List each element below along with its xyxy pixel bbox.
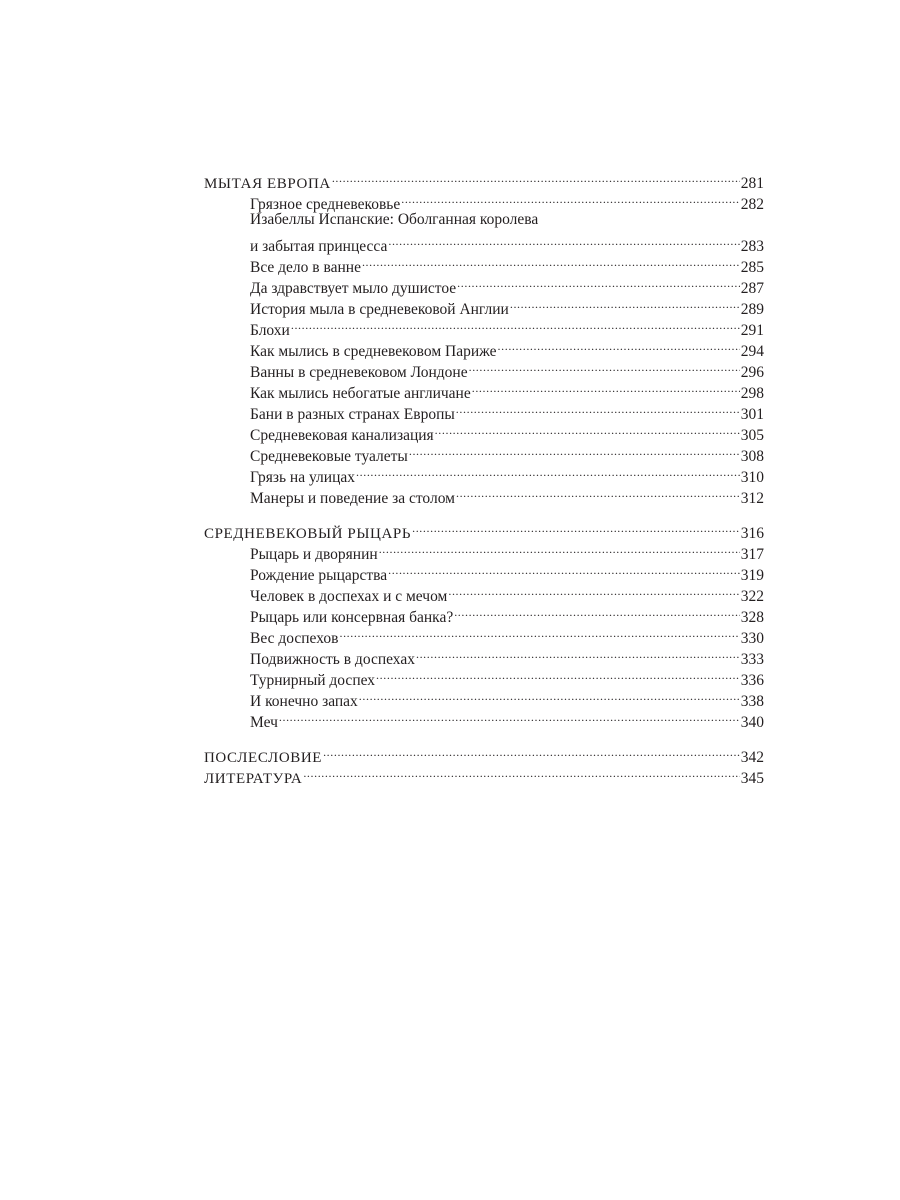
dot-leader [303, 762, 739, 783]
toc-page-number: 345 [740, 770, 764, 787]
toc-page-number: 322 [740, 588, 764, 605]
dot-leader [339, 622, 739, 643]
toc-entry-title: Грязное средневековье [250, 196, 401, 213]
dot-leader [454, 601, 740, 622]
toc-entry-title: Да здравствует мыло душистое [250, 280, 457, 297]
dot-leader [456, 482, 740, 503]
dot-leader [510, 293, 740, 314]
toc-entry-title: и забытая принцесса [250, 238, 388, 255]
toc-page-number: 338 [740, 693, 764, 710]
toc-page-number: 316 [740, 525, 764, 542]
dot-leader [291, 314, 740, 335]
toc-page-number: 340 [740, 714, 764, 731]
toc-entry-title: Все дело в ванне [250, 259, 361, 276]
toc-entry [204, 706, 764, 731]
toc-page-number: 285 [740, 259, 764, 276]
toc-entry-title: ЛИТЕРАТУРА [204, 771, 303, 787]
toc-page-number: 317 [740, 546, 764, 563]
toc-entry-title: История мыла в средневековой Англии [250, 301, 509, 318]
toc-page-number: 282 [740, 196, 764, 213]
table-of-contents [204, 167, 764, 797]
dot-leader [409, 440, 740, 461]
dot-leader [412, 517, 740, 538]
toc-entry-title: Рыцарь и дворянин [250, 546, 378, 563]
toc-entry-title: Как мылись в средневековом Париже [250, 343, 497, 360]
toc-page-number: 283 [740, 238, 764, 255]
dot-leader [448, 580, 739, 601]
toc-entry-title: ПОСЛЕСЛОВИЕ [204, 750, 323, 766]
toc-entry-title: СРЕДНЕВЕКОВЫЙ РЫЦАРЬ [204, 526, 412, 542]
toc-page-number: 336 [740, 672, 764, 689]
toc-page-number: 287 [740, 280, 764, 297]
dot-leader [388, 559, 740, 580]
dot-leader [498, 335, 740, 356]
toc-entry-title: Манеры и поведение за столом [250, 490, 455, 507]
toc-section-clean-europe [204, 167, 764, 507]
dot-leader [356, 461, 740, 482]
toc-entry-title: Блохи [250, 322, 290, 339]
dot-leader [379, 538, 740, 559]
toc-page-number: 301 [740, 406, 764, 423]
toc-entry [204, 741, 764, 766]
dot-leader [401, 188, 740, 209]
dot-leader [472, 377, 740, 398]
toc-section-medieval-knight [204, 517, 764, 731]
toc-entry-title: Рождение рыцарства [250, 567, 388, 584]
toc-entry-title: Турнирный доспех [250, 672, 376, 689]
toc-entry-title: Средневековая канализация [250, 427, 434, 444]
dot-leader [362, 251, 740, 272]
toc-page-number: 312 [740, 490, 764, 507]
dot-leader [279, 706, 740, 727]
dot-leader [435, 419, 740, 440]
dot-leader [469, 356, 740, 377]
toc-entry [204, 517, 764, 542]
toc-entry-title-line1: Изабеллы Испанские: Оболганная королева [250, 211, 539, 228]
toc-section-end [204, 741, 764, 787]
toc-entry-title: МЫТАЯ ЕВРОПА [204, 176, 331, 192]
toc-entry-title: Как мылись небогатые англичане [250, 385, 471, 402]
toc-page-number: 310 [740, 469, 764, 486]
toc-entry-title: Грязь на улицах [250, 469, 356, 486]
toc-page-number: 333 [740, 651, 764, 668]
toc-page-number: 308 [740, 448, 764, 465]
dot-leader [457, 272, 740, 293]
toc-entry [204, 167, 764, 192]
toc-entry-title: Средневековые туалеты [250, 448, 408, 465]
toc-page-number: 298 [740, 385, 764, 402]
toc-page-number: 330 [740, 630, 764, 647]
toc-entry-title: Человек в доспехах и с мечом [250, 588, 448, 605]
dot-leader [332, 167, 740, 188]
toc-entry-title: Рыцарь или консервная банка? [250, 609, 454, 626]
toc-page-number: 328 [740, 609, 764, 626]
toc-entry-title: И конечно запах [250, 693, 358, 710]
dot-leader [359, 685, 740, 706]
toc-entry-title: Бани в разных странах Европы [250, 406, 455, 423]
toc-entry-title: Подвижность в доспехах [250, 651, 415, 668]
toc-page-number: 281 [740, 175, 764, 192]
dot-leader [388, 230, 739, 251]
dot-leader [323, 741, 740, 762]
toc-page-number: 319 [740, 567, 764, 584]
dot-leader [376, 664, 740, 685]
dot-leader [456, 398, 740, 419]
toc-entry-title: Вес доспехов [250, 630, 339, 647]
toc-entry-title: Ванны в средневековом Лондоне [250, 364, 468, 381]
toc-page-number: 291 [740, 322, 764, 339]
toc-page-number: 296 [740, 364, 764, 381]
dot-leader [416, 643, 740, 664]
toc-entry [204, 230, 764, 255]
toc-page-number: 294 [740, 343, 764, 360]
toc-page-number: 289 [740, 301, 764, 318]
toc-page-number: 305 [740, 427, 764, 444]
toc-entry-title: Меч [250, 714, 278, 731]
toc-page-number: 342 [740, 749, 764, 766]
